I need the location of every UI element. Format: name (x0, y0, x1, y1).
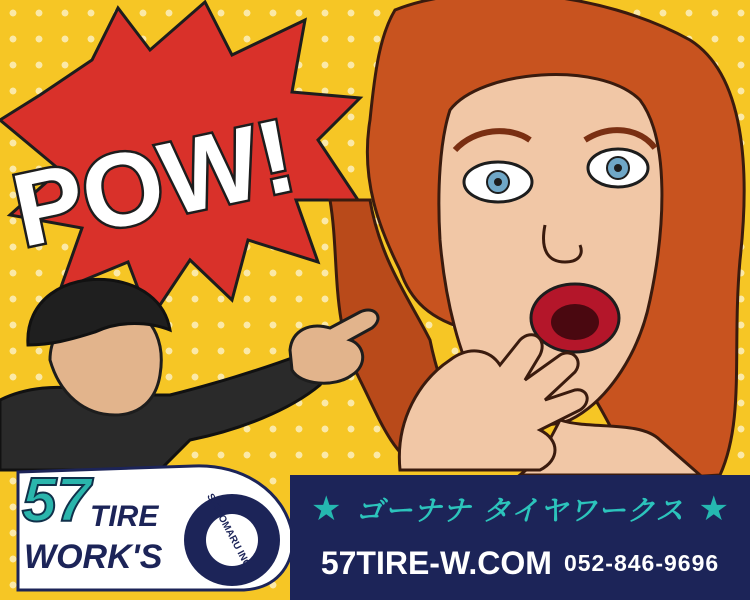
star-left-icon: ★ (311, 489, 342, 529)
pow-text-layer (0, 0, 360, 300)
phone-number[interactable]: 052-846-9696 (563, 549, 720, 576)
info-banner (290, 475, 750, 600)
logo-company-text: SHIROMARU INC. (204, 492, 254, 572)
logo-works-text: WORK'S (24, 538, 163, 576)
japanese-name-row (290, 487, 750, 531)
japanese-company-name: ゴーナナ タイヤワークス (355, 494, 685, 527)
logo-number: 57 (22, 466, 91, 535)
star-right-icon: ★ (698, 489, 729, 529)
logo-tire-text: TIRE (90, 500, 159, 533)
website-link[interactable]: 57TIRE-W.COM (320, 544, 552, 581)
brand-logo (14, 462, 296, 592)
woman-pupil-left (494, 178, 502, 186)
contact-row (290, 541, 750, 585)
woman-pupil-right (614, 164, 622, 172)
pow-text: POW! (3, 97, 305, 270)
woman-mouth-inner (551, 304, 599, 340)
